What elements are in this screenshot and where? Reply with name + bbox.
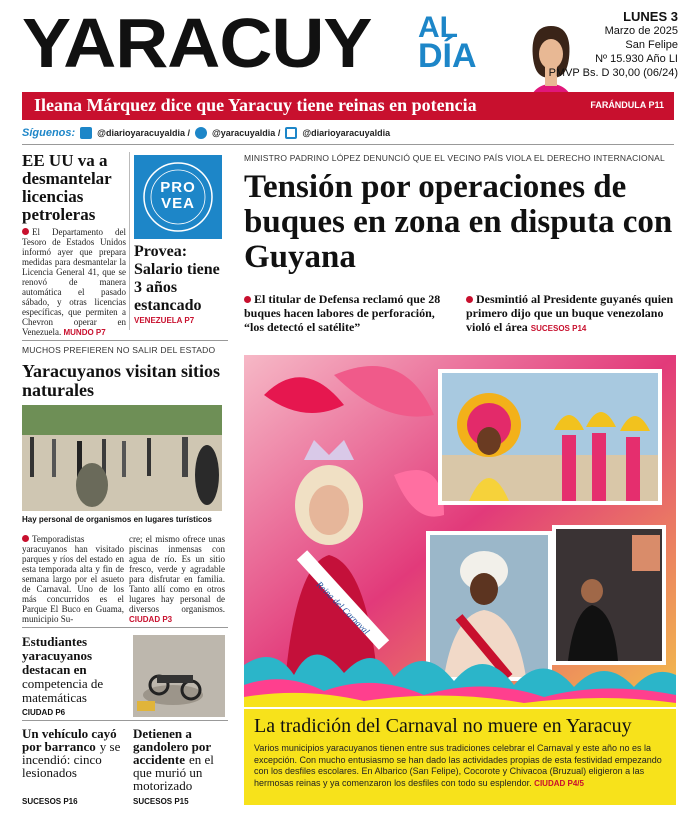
vehiculo-section[interactable]: SUCESOS P16 <box>22 797 78 806</box>
vehiculo-headline[interactable] <box>22 727 126 779</box>
bullet-icon <box>22 535 29 542</box>
gandolero-headline-light: en el que murió un motorizado <box>133 752 214 793</box>
divider <box>22 144 674 145</box>
carnaval-headline[interactable]: La tradición del Carnaval no muere en Yaracuy <box>254 715 632 737</box>
carnaval-photo[interactable] <box>244 355 676 707</box>
gandolero-headline-bold: Detienen a gandolero por accidente <box>133 726 211 767</box>
provea-section[interactable]: VENEZUELA P7 <box>134 316 195 325</box>
twitter-icon[interactable] <box>195 127 207 139</box>
banner-headline[interactable]: Ileana Márquez dice que Yaracuy tiene reinas en potencia <box>34 95 477 115</box>
issue-day: LUNES 3 <box>623 9 678 24</box>
instagram-icon[interactable] <box>285 127 297 139</box>
lead-kicker: MINISTRO PADRINO LÓPEZ DENUNCIÓ QUE EL VECINO PAÍS VIOLA EL DERECHO INTERNACIONAL <box>244 153 665 163</box>
lead-headline[interactable]: Tensión por operaciones de buques en zona en disputa con Guyana <box>244 169 673 275</box>
usa-body-text: El Departamento del Tesoro de Estados Unidos informó ayer que prepara medidas para desmantelar la Licencia General 41, que se renovó de manera automática el pasado sábado, y otras licencias específicas, que permiten a Chevron operar en Venezuela. <box>22 227 126 337</box>
sitios-kicker: MUCHOS PREFIEREN NO SALIR DEL ESTADO <box>22 345 216 355</box>
sitios-body-left <box>22 534 124 624</box>
sitios-body-left-text: Temporadistas yaracuyanos han visitado parques y ríos del estado en esta temporada alta y fin de semana largo por el asueto de Carnaval. Uno de los más concurridos es el Parque El Buco en Guama, municipio Su- <box>22 534 124 624</box>
vehiculo-headline-light: y se incendió: cinco lesionados <box>22 739 121 780</box>
sitios-body-right-text: cre; el mismo ofrece unas piscinas inmensas con agua de río. Es un sitio fresco, verde y agradable para disfrutar en familia. Tanto allí como en otros lugares hay personal de diversos organismos. <box>129 534 225 614</box>
carnaval-body-text: Varios municipios yaracuyanos tienen entre sus tradiciones celebrar el Carnaval y este año no es la excepción. Con mucho entusiasmo se han dado las actividades propias de esta festividad empezando con los desfiles escolares. En Albarico (San Felipe), Cocorote y Chivacoa (Bruzual) eligieron a las hermosas reinas y ya comenzaron los desfiles con todo su esplendor. <box>254 743 662 788</box>
mate-headline-light: competencia de matemáticas <box>22 676 104 705</box>
lead-sub-2 <box>466 292 678 336</box>
sitios-body-right <box>129 534 225 625</box>
issue-info <box>549 10 678 80</box>
social-bar <box>22 127 390 139</box>
lead-sub-2-section[interactable]: SUCESOS P14 <box>530 324 587 333</box>
issue-number: Nº 15.930 Año LI <box>595 53 678 65</box>
masthead-logo-al: AL <box>418 11 458 44</box>
issue-city: San Felipe <box>625 39 678 51</box>
usa-section[interactable]: MUNDO P7 <box>63 328 106 337</box>
social-twitter[interactable]: @yaracuyaldia / <box>212 128 281 138</box>
sitios-photo[interactable] <box>22 405 222 511</box>
provea-logo <box>134 155 222 239</box>
carnaval-sash-text: Reina del Carnaval <box>314 579 372 637</box>
usa-headline[interactable]: EE UU va a desmantelar licencias petroleras <box>22 151 112 224</box>
divider <box>22 340 228 341</box>
social-label: Síguenos: <box>22 127 76 139</box>
carnaval-box <box>244 709 676 805</box>
carnaval-section[interactable]: CIUDAD P4/5 <box>534 778 584 788</box>
top-banner[interactable] <box>22 92 674 120</box>
masthead-logo: YARACUY <box>22 4 372 82</box>
accident-photo[interactable] <box>133 635 225 717</box>
bullet-icon <box>22 228 29 235</box>
divider <box>22 627 228 628</box>
sitios-caption: Hay personal de organismos en lugares turísticos <box>22 515 212 524</box>
provea-logo-text: PRO VEA <box>160 179 196 212</box>
social-instagram[interactable]: @diarioyaracuyaldia <box>302 128 391 138</box>
sitios-section[interactable]: CIUDAD P3 <box>129 615 173 624</box>
banner-section: FARÁNDULA P11 <box>590 100 664 110</box>
lead-sub-1 <box>244 292 456 334</box>
bullet-icon <box>244 296 251 303</box>
social-facebook[interactable]: @diarioyaracuyaldia / <box>97 128 190 138</box>
carnaval-body <box>254 743 672 789</box>
mate-headline-bold: Estudiantes yaracuyanos destacan en <box>22 634 93 677</box>
masthead-logo-dia: DÍA <box>418 37 477 75</box>
vehiculo-headline-bold: Un vehículo cayó por barranco <box>22 726 117 754</box>
mate-section[interactable]: CIUDAD P6 <box>22 708 66 717</box>
lead-sub-2-text: Desmintió al Presidente guyanés quien primero dijo que un buque venezolano violó el área <box>466 292 674 334</box>
sitios-headline[interactable]: Yaracuyanos visitan sitios naturales <box>22 361 221 400</box>
divider <box>129 152 130 330</box>
mate-headline[interactable] <box>22 635 127 705</box>
provea-headline[interactable]: Provea: Salario tiene 3 años estancado <box>134 243 220 314</box>
divider <box>22 720 228 721</box>
issue-date: Marzo de 2025 <box>604 25 678 37</box>
bullet-icon <box>466 296 473 303</box>
gandolero-headline[interactable] <box>133 727 229 792</box>
usa-body <box>22 227 126 338</box>
lead-sub-1-text: El titular de Defensa reclamó que 28 buques hacen labores de perforación, “los detectó el satélite” <box>244 292 441 334</box>
facebook-icon[interactable] <box>80 127 92 139</box>
gandolero-section[interactable]: SUCESOS P15 <box>133 797 189 806</box>
issue-price: PMVP Bs. D 30,00 (06/24) <box>548 67 678 79</box>
